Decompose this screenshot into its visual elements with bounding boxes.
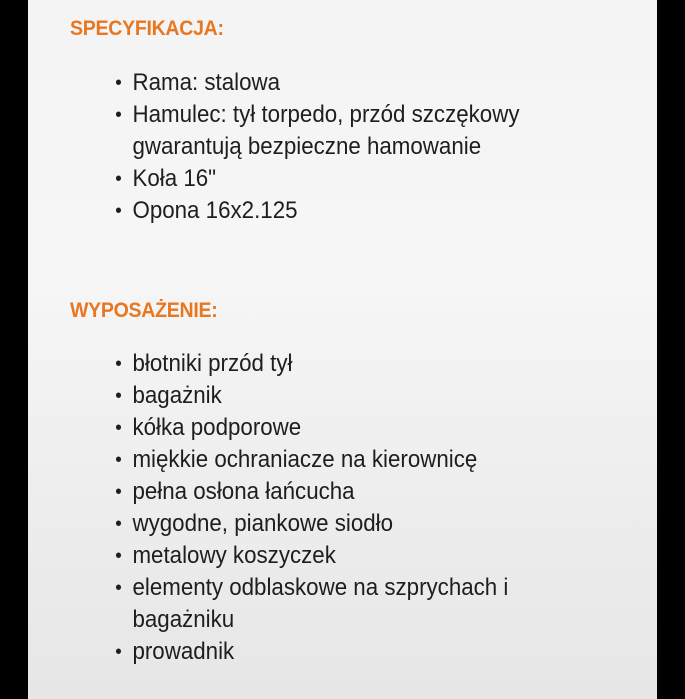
spec-item-brakes: • Hamulec: tył torpedo, przód szczękowy gwarantują bezpieczne hamowanie (112, 99, 577, 163)
bullet-icon: • (115, 385, 122, 407)
equipment-item-saddle: • wygodne, piankowe siodło (112, 508, 577, 540)
bullet-icon: • (115, 481, 122, 503)
equipment-heading: WYPOSAŻENIE: (70, 299, 218, 322)
bullet-icon: • (115, 168, 122, 190)
product-description-panel (28, 0, 657, 699)
equipment-item-training-wheels: • kółka podporowe (112, 412, 577, 444)
bullet-icon: • (115, 353, 122, 375)
bullet-icon: • (115, 417, 122, 439)
equipment-item-fenders: • błotniki przód tył (112, 348, 577, 380)
bullet-icon: • (115, 449, 122, 471)
bullet-icon: • (115, 641, 122, 663)
equipment-item-reflectors: • elementy odblaskowe na szprychach i bagażniku (112, 572, 577, 636)
equipment-item-push-handle: • prowadnik (112, 636, 577, 668)
equipment-item-handlebar-pads: • miękkie ochraniacze na kierownicę (112, 444, 577, 476)
bullet-icon: • (115, 104, 122, 126)
bullet-icon: • (115, 200, 122, 222)
bullet-icon: • (115, 577, 122, 599)
specification-list (112, 67, 612, 227)
equipment-item-rack: • bagażnik (112, 380, 577, 412)
equipment-item-basket: • metalowy koszyczek (112, 540, 577, 572)
spec-item-wheels: • Koła 16" (112, 163, 577, 195)
bullet-icon: • (115, 513, 122, 535)
spec-item-tire: • Opona 16x2.125 (112, 195, 577, 227)
spec-item-frame: • Rama: stalowa (112, 67, 577, 99)
equipment-item-chain-guard: • pełna osłona łańcucha (112, 476, 577, 508)
bullet-icon: • (115, 72, 122, 94)
equipment-list (112, 348, 612, 668)
specification-heading: SPECYFIKACJA: (70, 17, 224, 40)
bullet-icon: • (115, 545, 122, 567)
